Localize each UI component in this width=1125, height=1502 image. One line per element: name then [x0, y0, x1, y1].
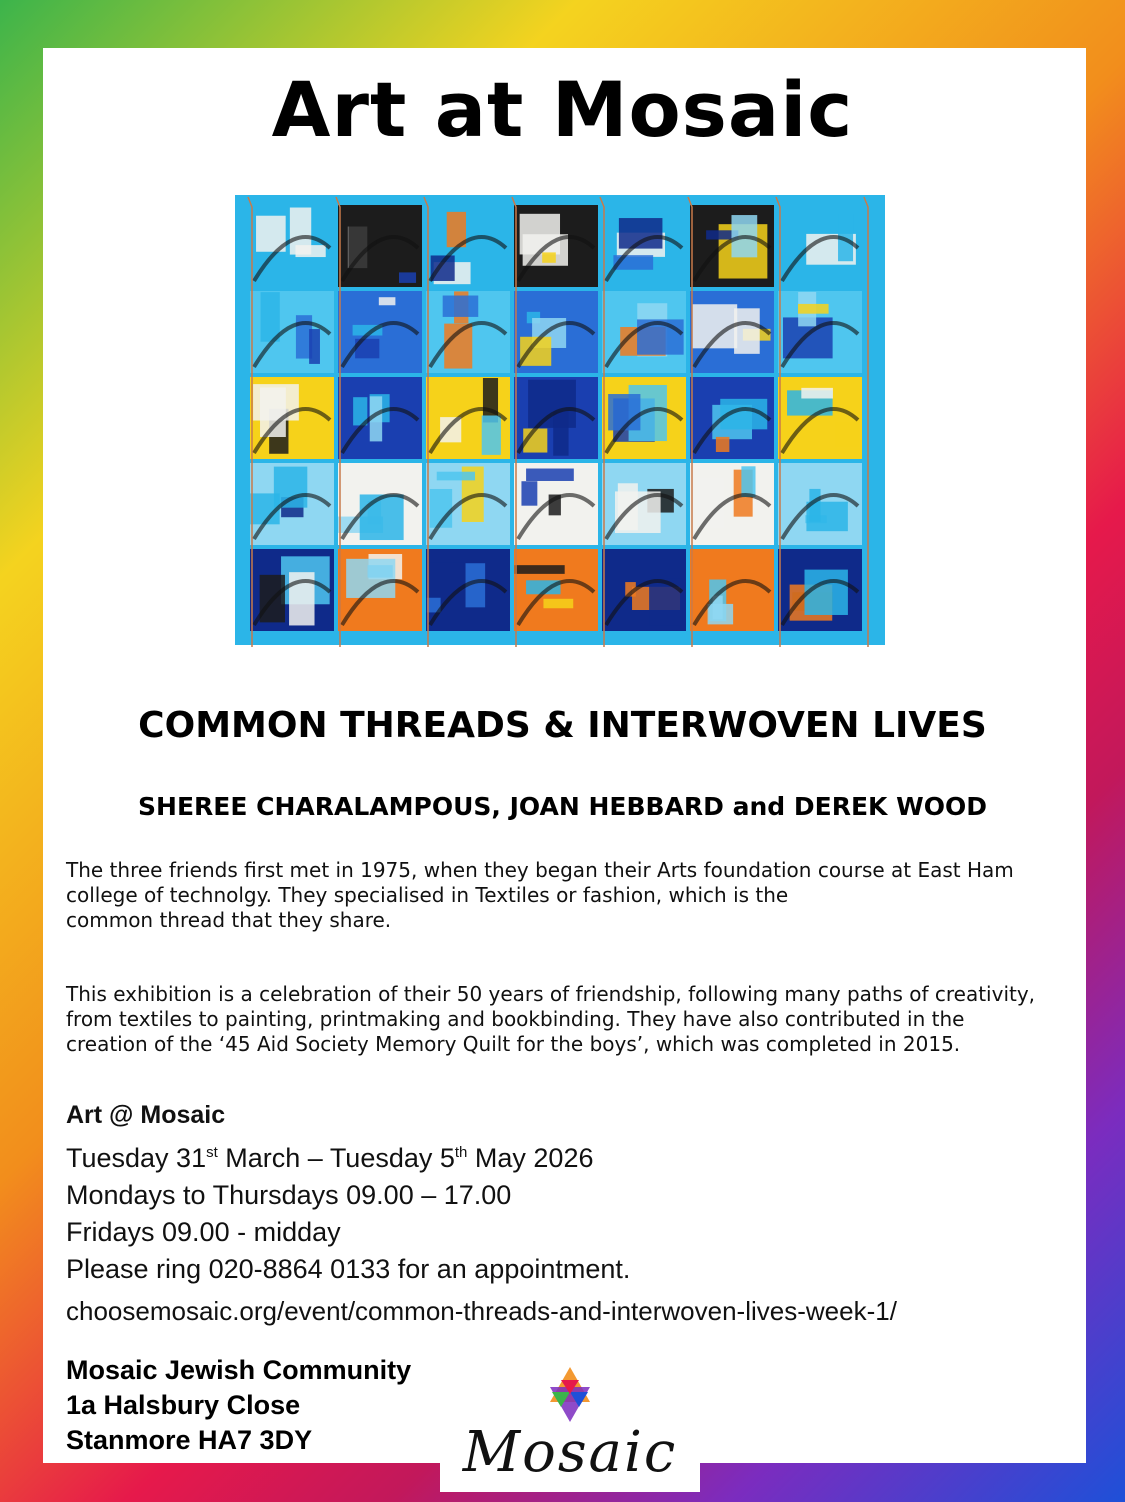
- artwork-shape: [379, 297, 396, 305]
- venue-address: [66, 1353, 411, 1458]
- celebration-line: creation of the ‘45 Aid Society Memory Quilt for the boys’, which was completed in 2015.: [66, 1032, 961, 1056]
- artwork-shape: [618, 483, 638, 530]
- artwork-shape: [515, 565, 565, 574]
- exhibition-heading: COMMON THREADS & INTERWOVEN LIVES: [138, 705, 987, 746]
- address-line: Stanmore HA7 3DY: [66, 1425, 313, 1455]
- poster-title: Art at Mosaic: [271, 65, 854, 154]
- address-line: 1a Halsbury Close: [66, 1390, 301, 1420]
- artwork-shape: [261, 292, 280, 342]
- artwork-shape: [253, 384, 299, 420]
- artwork-shape: [399, 272, 416, 283]
- artwork-shape: [521, 481, 537, 505]
- celebration-paragraph: [66, 982, 1066, 1057]
- weekday-hours: Mondays to Thursdays 09.00 – 17.00: [66, 1180, 512, 1210]
- mosaic-logo: [440, 1362, 700, 1492]
- artwork-shape: [798, 304, 829, 314]
- artwork-shape: [528, 380, 576, 428]
- artwork-shape: [801, 388, 833, 399]
- artwork-shape: [360, 494, 404, 540]
- artwork-shape: [835, 422, 859, 447]
- intro-paragraph: [66, 858, 1066, 933]
- artwork-shape: [734, 308, 760, 354]
- woven-artwork-image: [225, 185, 895, 655]
- artwork-shape: [309, 329, 320, 364]
- friday-hours: Fridays 09.00 - midday: [66, 1217, 341, 1247]
- venue-name: Art @ Mosaic: [66, 1101, 226, 1129]
- event-dates: Tuesday 31st March – Tuesday 5th May 2026: [66, 1143, 594, 1173]
- appointment-note: Please ring 020-8864 0133 for an appointment.: [66, 1254, 631, 1284]
- artwork-shape: [526, 469, 574, 481]
- artwork-shape: [437, 472, 475, 481]
- artwork-shape: [806, 502, 847, 531]
- artwork-shape: [482, 415, 501, 454]
- event-url-link[interactable]: choosemosaic.org/event/common-threads-and-interwoven-lives-week-1/: [66, 1296, 897, 1326]
- address-line: Mosaic Jewish Community: [66, 1355, 412, 1385]
- artwork-shape: [427, 562, 463, 570]
- artwork-shape: [520, 214, 560, 255]
- logo-wordmark: Mosaic: [462, 1420, 678, 1485]
- celebration-line: This exhibition is a celebration of their 50 years of friendship, following many paths of creativity,: [66, 982, 1036, 1006]
- artwork-shape: [804, 570, 847, 615]
- event-details: [66, 1097, 1026, 1288]
- intro-line: The three friends first met in 1975, when they began their Arts foundation course at East Ham: [66, 858, 1014, 882]
- intro-line: common thread that they share.: [66, 908, 392, 932]
- intro-line: college of technolgy. They specialised in Textiles or fashion, which is the: [66, 883, 789, 907]
- artwork-shape: [741, 466, 755, 497]
- artists-names: SHEREE CHARALAMPOUS, JOAN HEBBARD and DEREK WOOD: [138, 792, 987, 821]
- artwork-shape: [543, 599, 573, 608]
- artwork-shape: [696, 477, 724, 528]
- artwork-shape: [553, 412, 568, 456]
- artwork-shape: [542, 252, 556, 262]
- celebration-line: from textiles to painting, printmaking and bookbinding. They have also contributed in the: [66, 1007, 965, 1031]
- artwork-shape: [443, 296, 479, 317]
- artwork-shape: [716, 437, 729, 452]
- artwork-shape: [290, 208, 311, 255]
